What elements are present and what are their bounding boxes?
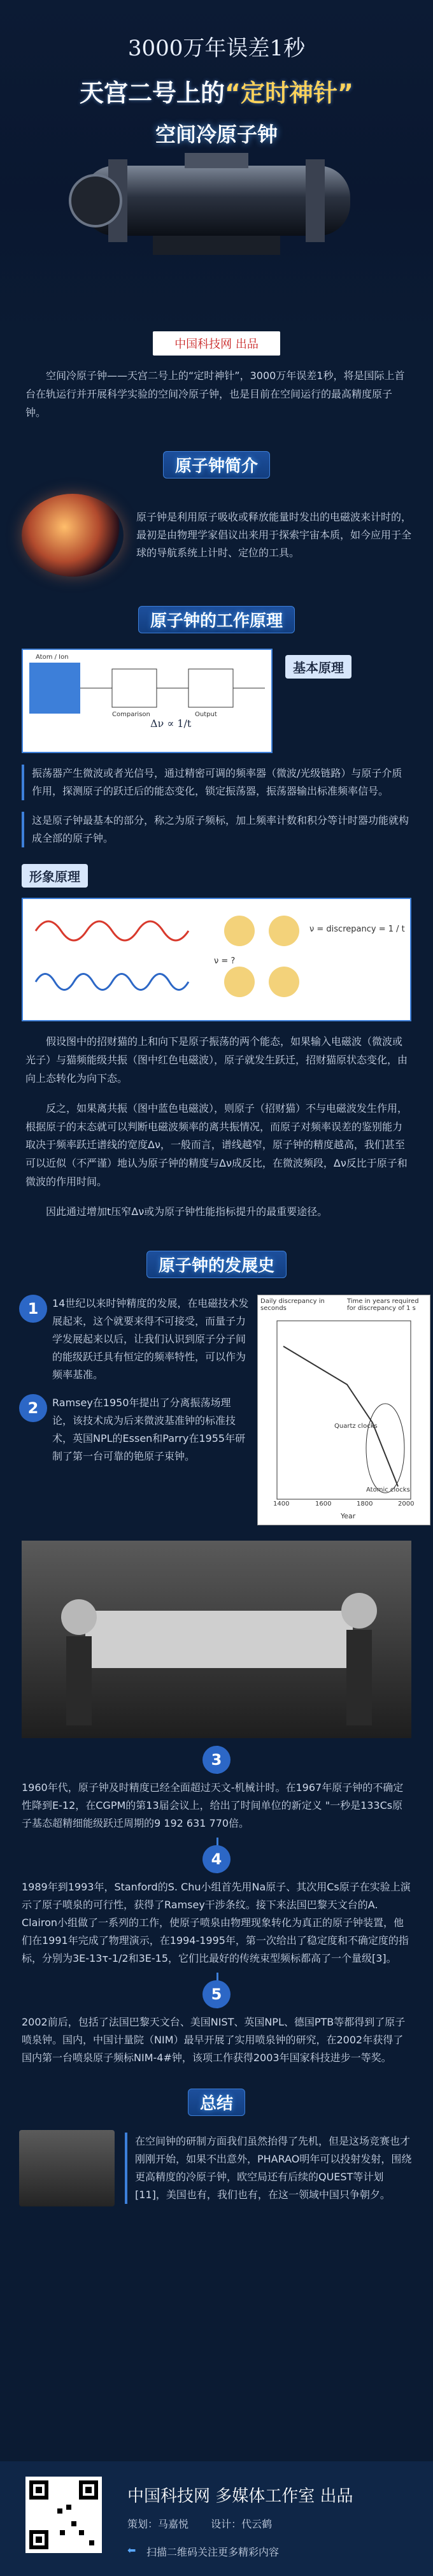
- section1-paragraph: 原子钟是利用原子吸收或释放能量时发出的电磁波来计时的，最初是由物理学家倡议出来用于探索宇宙本质，如今应用于全球的导航系统上计时、定位的工具。: [136, 511, 412, 559]
- history-item-5: 2002前后，包括了法国巴黎天文台、美国NIST、英国NPL、德国PTB等都得到了原子喷泉钟。国内，中国计量院（NIM）最早开展了实用喷泉钟的研究，在2002年获得了国内第一台喷泉原子频标NIM-4#钟，该项工作获得2003年国家科技进步一等奖。: [22, 2008, 411, 2072]
- basic-principle-label: 基本原理: [285, 655, 351, 679]
- chart-xlabel: Year: [341, 1511, 356, 1520]
- history-item-1: [19, 1295, 250, 1384]
- number-badge: 2: [19, 1394, 47, 1422]
- chart-tick-1400: 1400: [273, 1500, 290, 1507]
- clock-accuracy-chart: [257, 1295, 430, 1525]
- hero-title: [0, 73, 433, 108]
- qr-code[interactable]: [25, 2477, 102, 2553]
- history-left-column: [19, 1295, 250, 1525]
- section-header-principle: [0, 606, 433, 633]
- number-badge: 1: [19, 1295, 47, 1323]
- history-timeline: [22, 1746, 411, 2072]
- chart-annotation-quartz: Quartz clocks: [334, 1422, 378, 1430]
- number-badge: 5: [202, 1980, 231, 2008]
- summary-photo: [19, 2130, 115, 2206]
- number-badge: 4: [202, 1845, 231, 1873]
- footer-scan-text: 扫描二维码关注更多精彩内容: [146, 2546, 280, 2558]
- lab-photo-svg: [22, 1541, 411, 1738]
- chart-annotation-atomic: Atomic clocks: [366, 1486, 410, 1493]
- historical-lab-photo: [22, 1541, 411, 1738]
- section-header-intro: [0, 451, 433, 479]
- chart-title-left: Daily discrepancy in seconds: [260, 1297, 325, 1312]
- principle-diagram: [22, 649, 273, 753]
- chart-tick-1600: 1600: [315, 1500, 332, 1507]
- shape-principle-label: 形象原理: [22, 864, 88, 888]
- diagram-label-atom: Atom / Ion: [36, 654, 69, 661]
- principle-paragraph-1: 振荡器产生微波或者光信号，通过精密可调的频率器（微波/光级链路）与原子介质作用，探测原子的跃迁后的能态变化，锁定振荡器，振荡器输出标准频率信号。: [22, 765, 411, 800]
- arrow-left-icon: ⬅: [127, 2544, 136, 2556]
- footer-credits: [127, 2516, 291, 2531]
- history-item-text: 14世纪以来时钟精度的发展，在电磁技术发展起来，这个就要来得不可接受，而量子力学发展起来以后，让我们认识到原子分子间的能级跃迁具有恒定的频率特性，可以作为频率基准。: [52, 1297, 249, 1381]
- section-title: 原子钟的工作原理: [138, 606, 295, 633]
- history-item-2: [19, 1394, 250, 1465]
- intro-paragraph: 空间冷原子钟——天宫二号上的“定时神针”，3000万年误差1秒，将是国际上首台在轨运行并开展科学实验的空间冷原子钟，也是目前在空间运行的最高精度原子钟。: [25, 370, 405, 419]
- footer-planner: 策划：马嘉悦: [127, 2518, 189, 2530]
- footer-title: 中国科技网 多媒体工作室 出品: [127, 2487, 353, 2506]
- hero-subtitle: 3000万年误差1秒: [127, 36, 306, 61]
- footer-designer: 设计：代云鹤: [211, 2518, 273, 2530]
- diagram-label-comparison: Comparison: [112, 711, 150, 719]
- summary-text: 在空间钟的研制方面我们虽然抬得了先机，但是这场竞赛也才刚刚开始，如果不出意外，PHARAO明年可以投射发射，围绕更高精度的冷原子钟，欧空局还有后续的QUEST等计划[11]，美国也有，我们也有，在这一领域中国只争朝夕。: [125, 2133, 414, 2204]
- history-item-3: 1960年代，原子钟及时精度已经全面超过天文-机械计时。在1967年原子钟的不确定性降到E-12，在CGPM的第13届会议上，给出了时间单位的新定义 "一秒是133Cs原子基态超精细能级跃迁周期的9 192 631 770倍。: [22, 1774, 411, 1838]
- planet-image: [22, 494, 124, 577]
- diagram-label-output: Output: [195, 711, 217, 719]
- formula: Δν ∝ 1/t: [150, 717, 192, 730]
- summary-row: [19, 2130, 414, 2206]
- principle-paragraph-2: 这是原子钟最基本的部分，称之为原子频标，加上频率计数和积分等计时器功能就构成全部的原子钟。: [22, 812, 411, 847]
- principle-paragraph-5: 因此通过增加t压窄Δν或为原子钟性能指标提升的最重要途径。: [46, 1205, 328, 1218]
- principle-diagram-svg: [23, 650, 271, 752]
- chart-title-right: Time in years required for discrepancy of 1 s: [347, 1297, 419, 1312]
- hero-title-line2: 空间冷原子钟: [155, 122, 278, 147]
- section-title: 原子钟简介: [163, 451, 270, 479]
- principle-paragraph-3: 假设图中的招财猫的上和向下是原子振荡的两个能态，如果输入电磁波（微波或光子）与猫频能级共振（图中红色电磁波），原子就发生跃迁，招财猫原状态变化，由向上态转化为向下态。: [25, 1035, 408, 1084]
- number-badge: 3: [202, 1746, 231, 1774]
- shape-right-label: ν = discrepancy = 1 / t: [309, 925, 405, 935]
- history-row: [19, 1295, 419, 1525]
- shape-principle-label-wrap: [22, 864, 411, 888]
- section-title: 原子钟的发展史: [146, 1251, 287, 1278]
- section-header-history: [0, 1251, 433, 1278]
- qr-code-svg: [25, 2477, 102, 2553]
- atomic-clock-device-illustration: [57, 140, 376, 268]
- section-header-summary: [0, 2089, 433, 2116]
- shape-principle-diagram: [22, 898, 411, 1021]
- history-item-4: 1989年到1993年，Stanford的S. Chu小组首先用Na原子、其次用Cs原子在实验上演示了原子喷泉的可行性，获得了Ramsey干涉条纹。接下来法国巴黎天文台的A. Clairon小组做了一系列的工作，使原子喷泉由物理现象转化为真正的原子钟装置，他们在1991年完成了物理演示，在1994-1995年，第一次给出了稳定度和不确定度的指标，分别为3E-13τ-1/2和3E-15，它们比最好的传统束型频标都高了一个量级[3]。: [22, 1873, 411, 1973]
- chart-tick-1800: 1800: [357, 1500, 373, 1507]
- publisher-tag: 中国科技网 出品: [153, 331, 280, 356]
- basic-principle-label-wrap: [285, 655, 351, 679]
- basic-principle-row: [22, 649, 411, 753]
- history-item-text: Ramsey在1950年提出了分离振荡场理论，该技术成为后来微波基准钟的标准技术，英国NPL的Essen和Parry在1955年研制了第一台可靠的铯原子束钟。: [52, 1396, 246, 1462]
- hero-title-highlight: “定时神针”: [225, 79, 353, 107]
- hero: [0, 0, 433, 331]
- hero-title-prefix: 天宫二号上的: [80, 79, 225, 107]
- section-title: 总结: [188, 2089, 245, 2116]
- shape-left-label: ν = ?: [214, 956, 236, 967]
- chart-tick-2000: 2000: [398, 1500, 415, 1507]
- footer: [0, 2461, 433, 2576]
- section1-row: [22, 494, 411, 577]
- principle-paragraph-4: 反之，如果离共振（图中蓝色电磁波），则原子（招财猫）不与电磁波发生作用，根据原子的末态就可以判断电磁波频率的离共振情况，而原子对频率误差的鉴别能力取决于频率跃迁谱线的宽度Δν，一般而言，谱线越窄，原子钟的精度越高，我们甚至可以近似（不严谨）地认为原子钟的精度与Δν成反比，在微波频段，Δν反比于原子和微波的作用时间。: [25, 1102, 408, 1188]
